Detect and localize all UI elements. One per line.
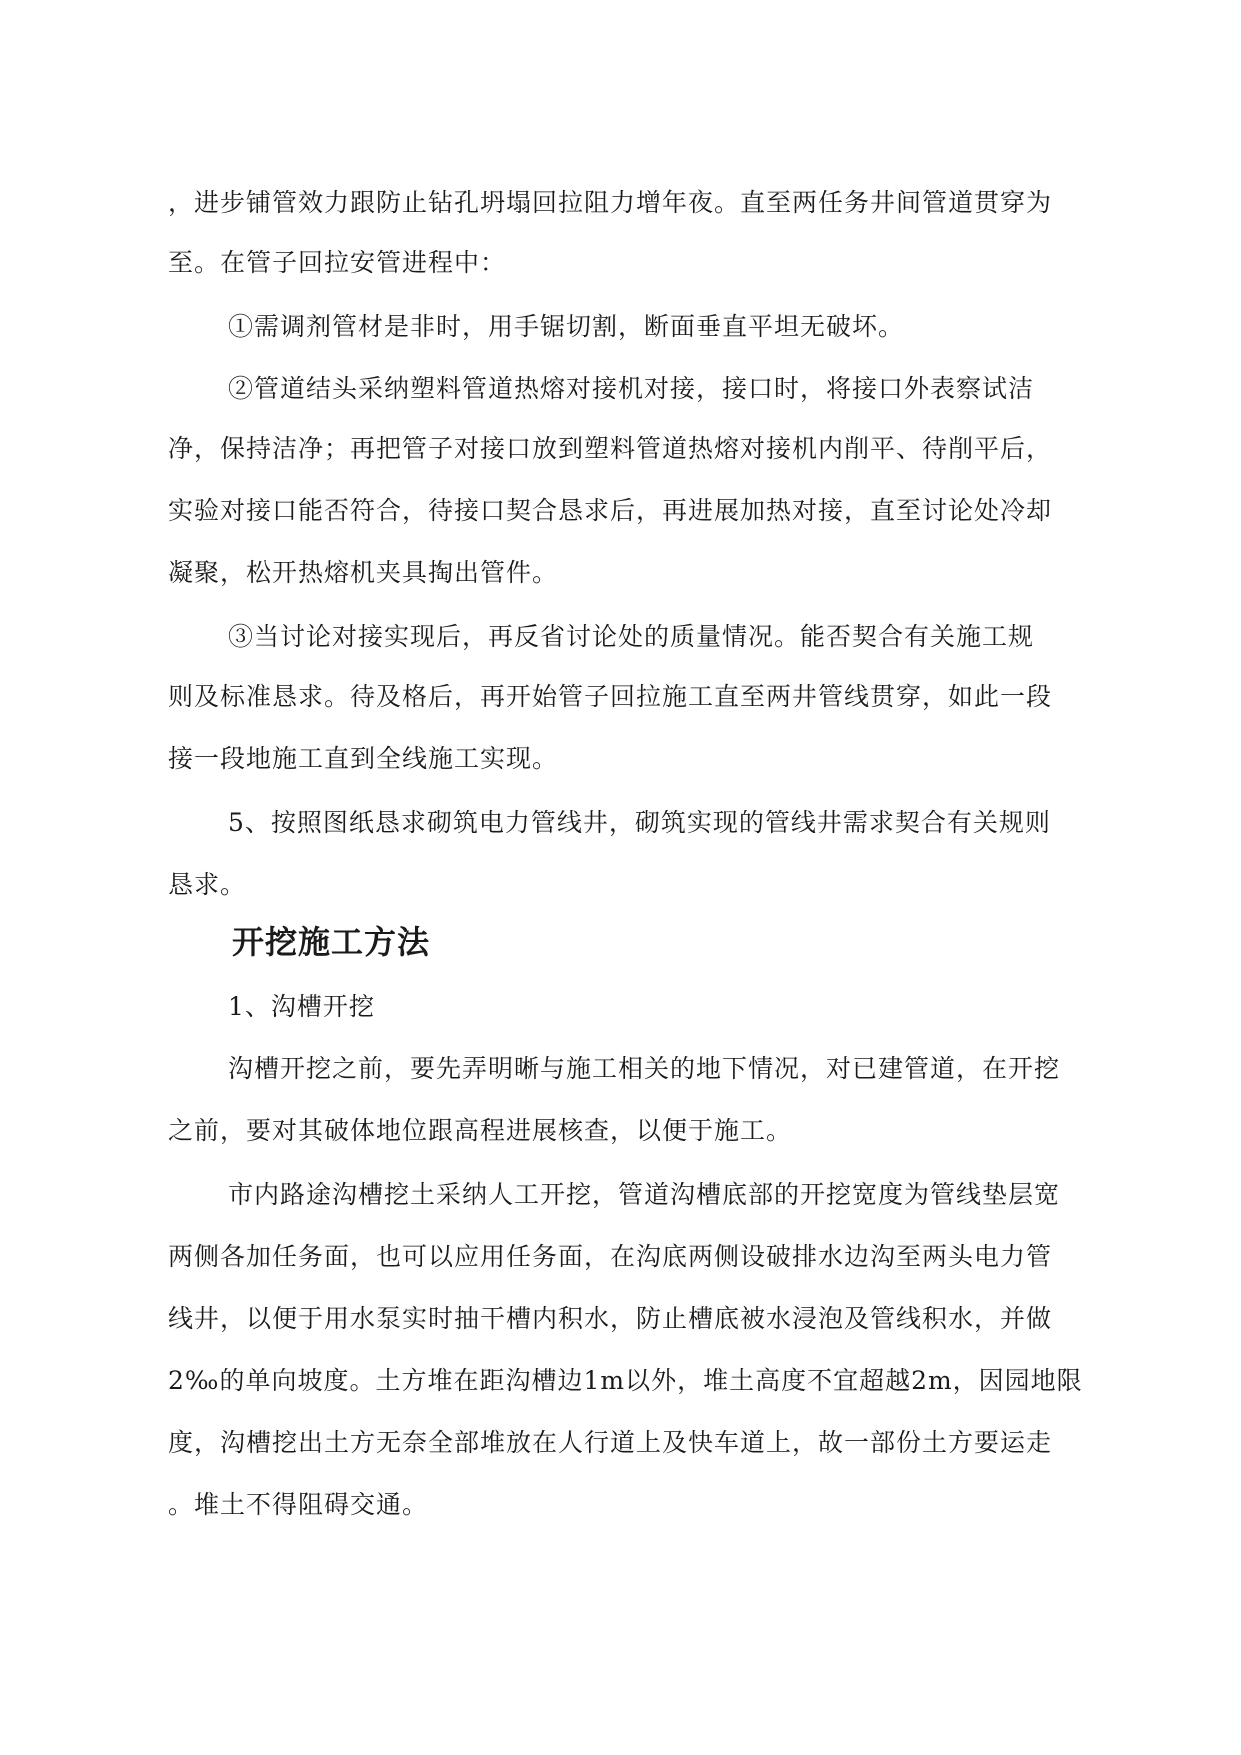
paragraph-line: 凝聚，松开热熔机夹具掏出管件。 <box>168 558 559 587</box>
paragraph-line: 5、按照图纸恳求砌筑电力管线井，砌筑实现的管线井需求契合有关规则 <box>228 808 1051 837</box>
paragraph-line: 度，沟槽挖出土方无奈全部堆放在人行道上及快车道上，故一部份土方要运走 <box>168 1428 1053 1457</box>
paragraph-line: 净，保持洁净；再把管子对接口放到塑料管道热熔对接机内削平、待削平后， <box>168 434 1053 463</box>
subsection-title: 1、沟槽开挖 <box>228 992 375 1021</box>
list-item-2: ②管道结头采纳塑料管道热熔对接机对接，接口时，将接口外表察试洁 <box>228 374 1035 403</box>
paragraph-line: 之前，要对其破体地位跟高程进展核查，以便于施工。 <box>168 1116 793 1145</box>
paragraph-line: ，进步铺管效力跟防止钻孔坍塌回拉阻力增年夜。直至两任务井间管道贯穿为 <box>168 188 1053 217</box>
list-item-3: ③当讨论对接实现后，再反省讨论处的质量情况。能否契合有关施工规 <box>228 622 1035 651</box>
paragraph-line: 恳求。 <box>168 870 247 899</box>
list-item-1: ①需调剂管材是非时，用手锯切割，断面垂直平坦无破坏。 <box>228 312 905 341</box>
paragraph-line: 接一段地施工直到全线施工实现。 <box>168 744 559 773</box>
paragraph-line: 线井，以便于用水泵实时抽干槽内积水，防止槽底被水浸泡及管线积水，并做 <box>168 1304 1053 1333</box>
paragraph-line: 市内路途沟槽挖土采纳人工开挖，管道沟槽底部的开挖宽度为管线垫层宽 <box>228 1180 1061 1209</box>
section-heading: 开挖施工方法 <box>232 923 431 961</box>
paragraph-line: 实验对接口能否符合，待接口契合恳求后，再进展加热对接，直至讨论处冷却 <box>168 496 1053 525</box>
paragraph-line: 则及标准恳求。待及格后，再开始管子回拉施工直至两井管线贯穿，如此一段 <box>168 682 1053 711</box>
paragraph-line: 至。在管子回拉安管进程中： <box>168 248 507 277</box>
paragraph-line: 2‰的单向坡度。土方堆在距沟槽边1m以外，堆土高度不宜超越2m，因园地限 <box>168 1366 1083 1395</box>
paragraph-line: 沟槽开挖之前，要先弄明晰与施工相关的地下情况，对已建管道，在开挖 <box>228 1054 1061 1083</box>
paragraph-line: 。堆土不得阻碍交通。 <box>168 1490 429 1519</box>
paragraph-line: 两侧各加任务面，也可以应用任务面，在沟底两侧设破排水边沟至两头电力管 <box>168 1242 1053 1271</box>
